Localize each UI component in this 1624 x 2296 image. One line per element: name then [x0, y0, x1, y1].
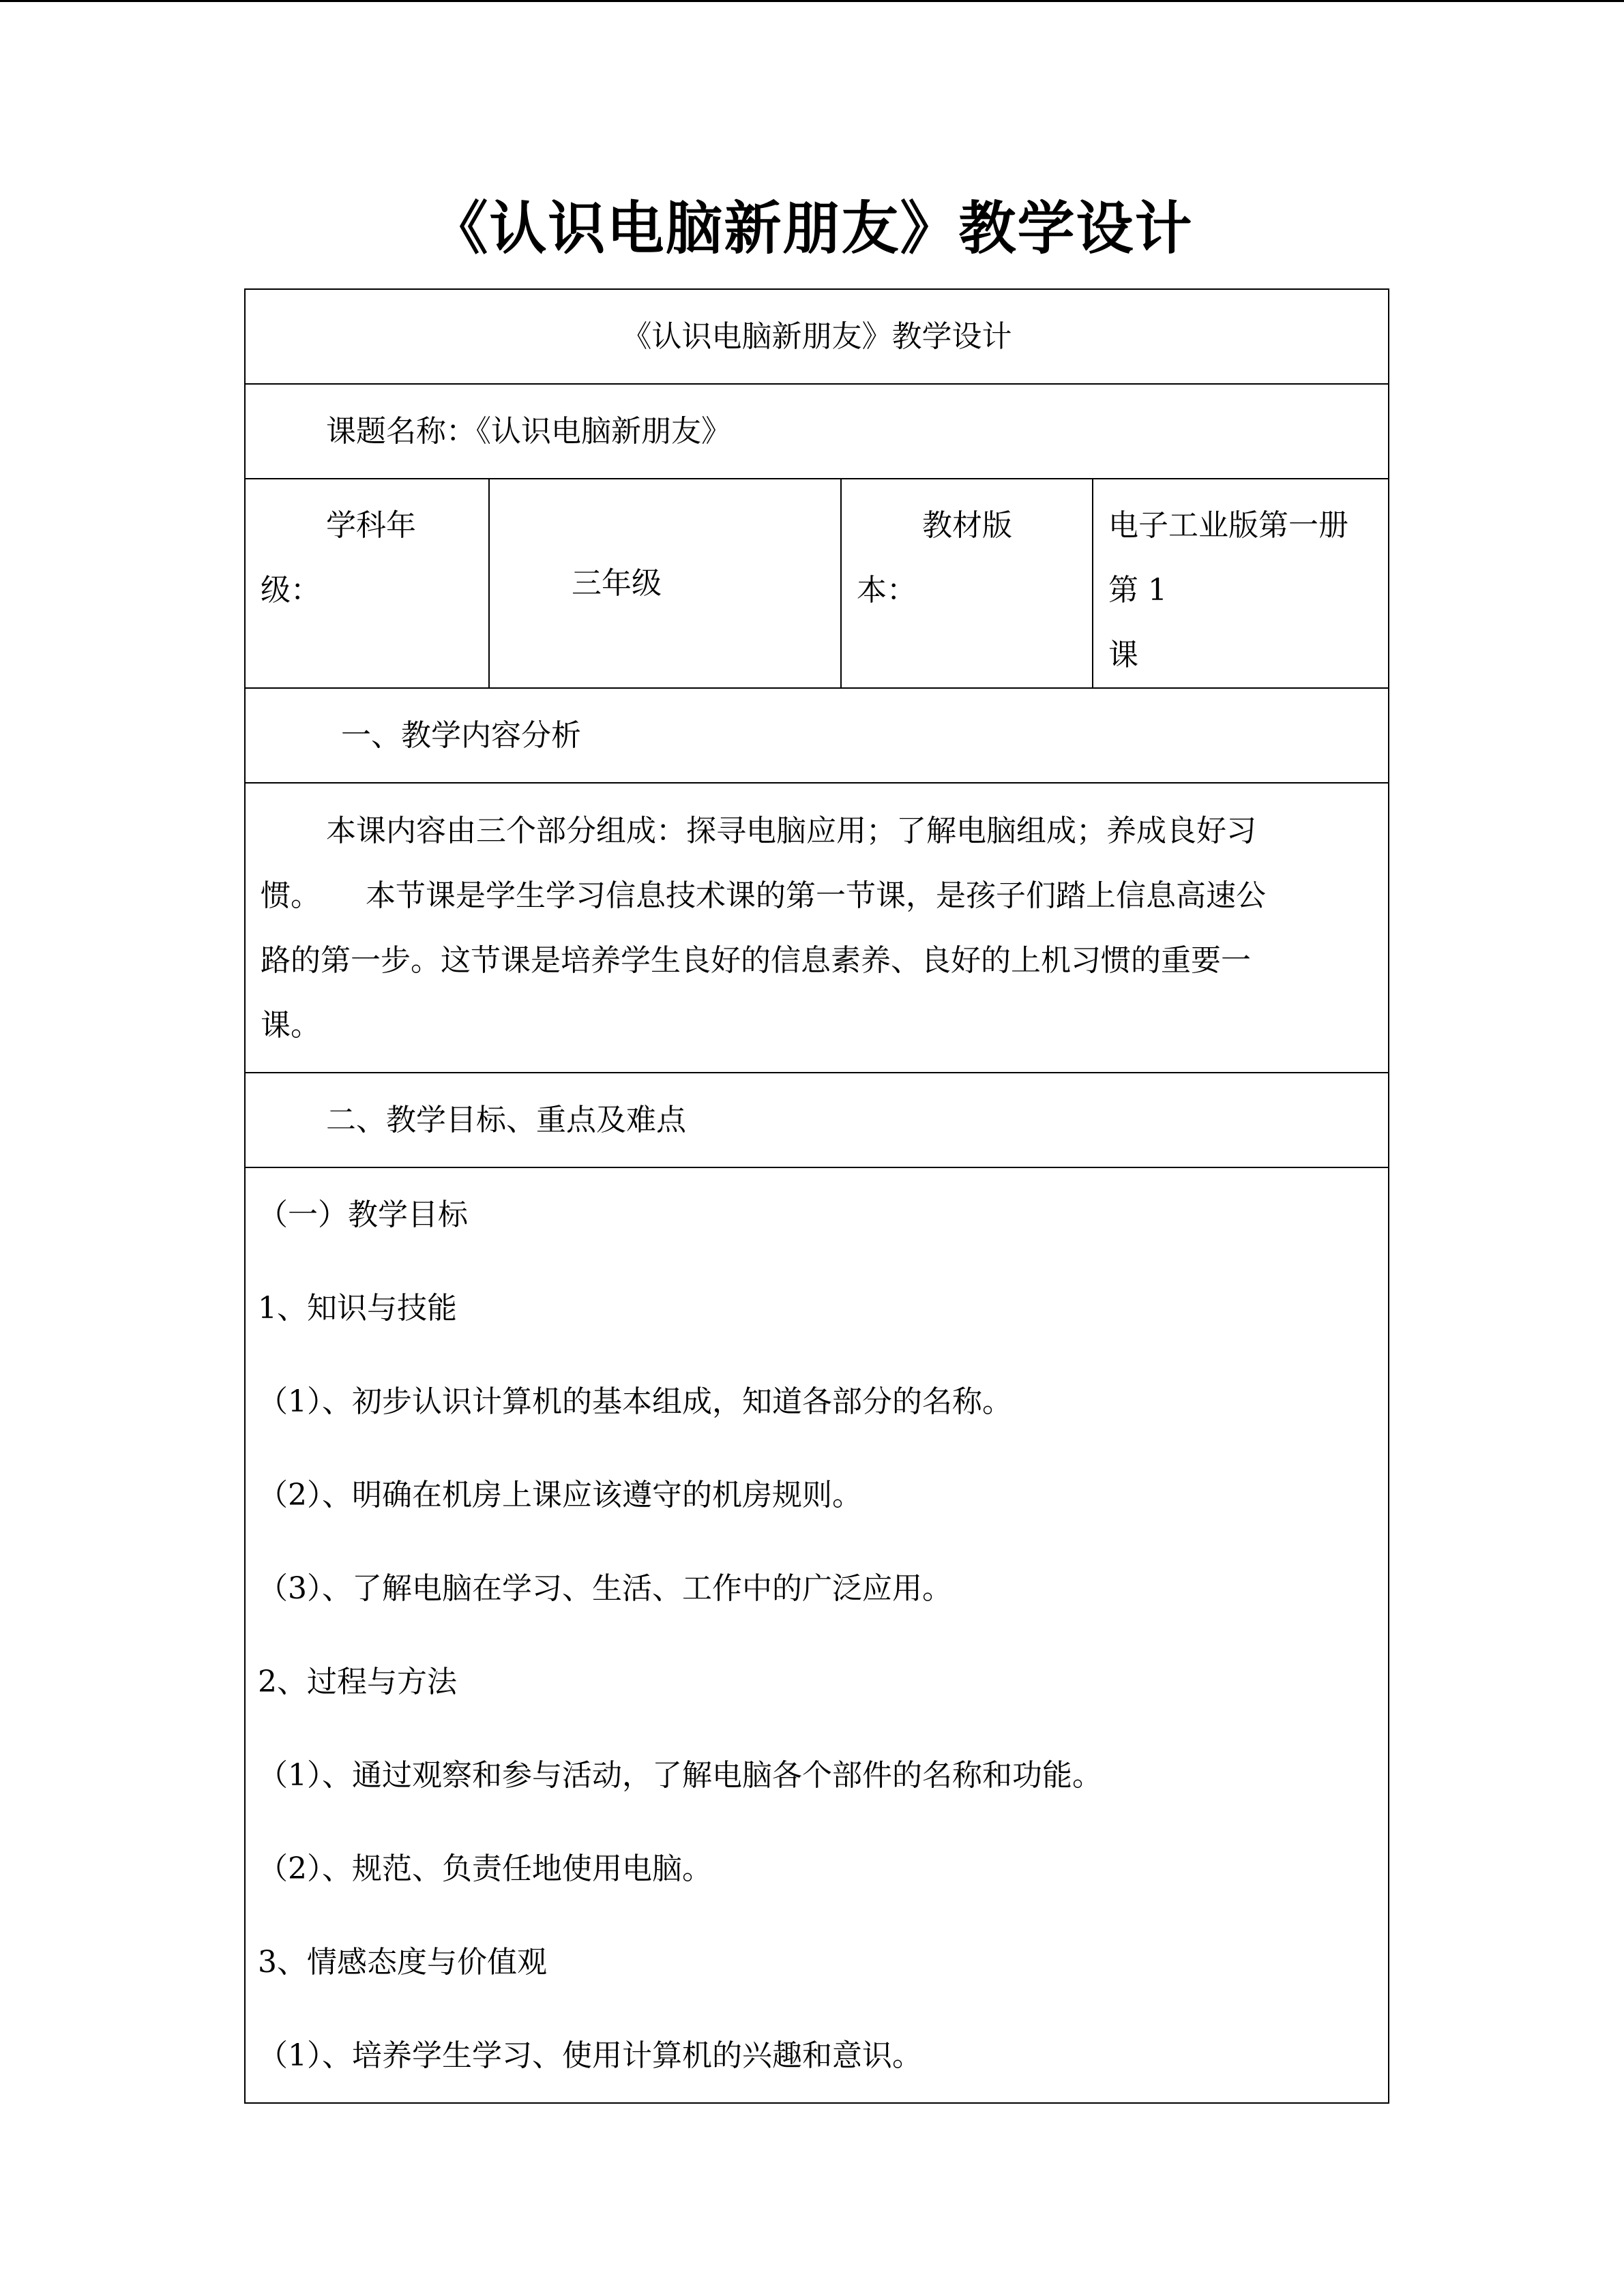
topic-text: 课题名称：《认识电脑新朋友》	[326, 414, 731, 449]
goal-item: （1）、通过观察和参与活动，了解电脑各个部件的名称和功能。	[258, 1758, 1102, 1793]
page-top-border	[0, 0, 1624, 2]
edition-value-line-1: 电子工业版第一册第 1	[1108, 508, 1348, 608]
section1-body-line-3: 路的第一步。这节课是培养学生良好的信息素养、良好的上机习惯的重要一	[261, 942, 1251, 978]
goal-category-attitude: 3、情感态度与价值观	[258, 1945, 547, 1980]
table-row	[245, 688, 1389, 783]
section1-body-line-2: 惯。 本节课是学生学习信息技术课的第一节课，是孩子们踏上信息高速公	[261, 878, 1266, 913]
section1-title-cell	[245, 688, 1389, 783]
goal-item: （1）、初步认识计算机的基本组成，知道各部分的名称。	[258, 1384, 1012, 1419]
section2-title: 二、教学目标、重点及难点	[326, 1103, 686, 1137]
goal-item: （2）、规范、负责任地使用电脑。	[258, 1851, 712, 1886]
grade-value: 三年级	[572, 566, 662, 601]
table-row	[245, 783, 1389, 1073]
goals-cell	[245, 1167, 1389, 2103]
section1-body-line-1: 本课内容由三个部分组成：探寻电脑应用；了解电脑组成；养成良好习	[326, 813, 1256, 848]
goal-category-process: 2、过程与方法	[258, 1665, 457, 1699]
section1-title: 一、教学内容分析	[341, 718, 581, 753]
grade-label-line-1: 学科年	[326, 508, 416, 543]
table-row	[245, 289, 1389, 384]
table-row	[245, 384, 1389, 479]
grade-label-cell	[245, 479, 489, 688]
goal-item: （2）、明确在机房上课应该遵守的机房规则。	[258, 1478, 862, 1512]
edition-value-cell	[1093, 479, 1389, 688]
table-header-cell	[245, 289, 1389, 384]
grade-value-cell	[489, 479, 841, 688]
grade-label-line-2: 级：	[261, 573, 321, 608]
goal-category-knowledge: 1、知识与技能	[258, 1291, 457, 1326]
goal-item: （1）、培养学生学习、使用计算机的兴趣和意识。	[258, 2038, 922, 2073]
edition-value-line-2: 课	[1108, 638, 1138, 672]
goals-heading: （一）教学目标	[258, 1197, 468, 1232]
table-row	[245, 1073, 1389, 1167]
edition-label-line-1: 教材版	[922, 508, 1012, 543]
section2-title-cell	[245, 1073, 1389, 1167]
section1-body-cell	[245, 783, 1389, 1073]
document-title: 《认识电脑新朋友》教学设计	[430, 194, 1194, 262]
table-row	[245, 479, 1389, 688]
edition-label-cell	[841, 479, 1093, 688]
section1-body-line-4: 课。	[261, 1007, 321, 1043]
lesson-plan-table	[244, 288, 1389, 2104]
table-header-text: 《认识电脑新朋友》教学设计	[621, 319, 1012, 354]
goal-item: （3）、了解电脑在学习、生活、工作中的广泛应用。	[258, 1571, 952, 1606]
table-row	[245, 1167, 1389, 2103]
topic-cell	[245, 384, 1389, 479]
edition-label-line-2: 本：	[857, 573, 917, 608]
